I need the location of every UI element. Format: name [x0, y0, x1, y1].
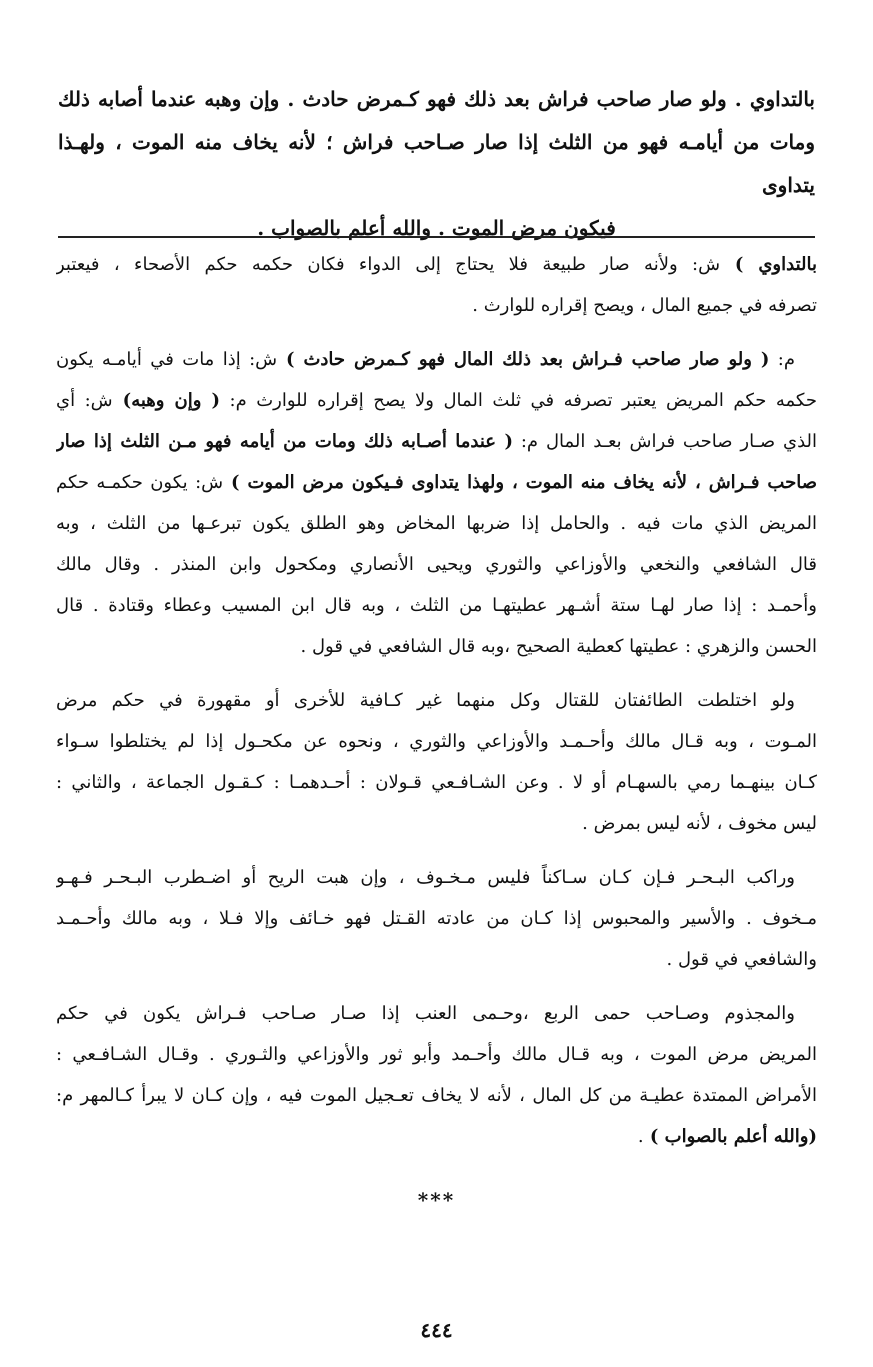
text-run: قال الشافعي والنخعي والأوزاعي والثوري ويحيى الأنصاري ومكحول وابن المنذر . وقال مالك: [56, 554, 817, 575]
commentary-line: [56, 803, 817, 844]
text-run: حكمه حكم المريض يعتبر تصرفه في ثلث المال ولا يصح إقراره للوارث م:: [220, 390, 817, 411]
text-run: .: [637, 1126, 644, 1147]
commentary-line: [56, 680, 817, 721]
section-separator: ***: [417, 1188, 456, 1212]
commentary-block: [56, 244, 817, 1170]
text-run: والشافعي في قول .: [666, 949, 817, 970]
text-run: تصرفه في جميع المال ، ويصح إقراره للوارث .: [472, 295, 817, 316]
page-number: ٤٤٤: [420, 1318, 453, 1342]
text-run: ش: أي: [56, 390, 113, 411]
text-run: المريض مرض الموت ، وبه قـال مالك وأحـمد وأبو ثور والأوزاعي والثـوري . وقـال الشـافـعي :: [56, 1044, 817, 1065]
text-run: ليس مخوف ، لأنه ليس بمرض .: [582, 813, 817, 834]
bold-text-run: بالتداوي ): [720, 254, 817, 275]
main-text-line: فيكون مرض الموت . والله أعلم بالصواب .: [257, 216, 616, 240]
commentary-line: [56, 1116, 817, 1157]
main-text-line: بالتداوي . ولو صار صاحب فراش بعد ذلك فهو كـمرض حادث . وإن وهبه عندما أصابه ذلك: [58, 87, 815, 111]
text-run: م:: [769, 349, 796, 370]
text-run: ولو اختلطت الطائفتان للقتال وكل منهما غير كـافية للأخرى أو مقهورة في حكم مرض: [56, 690, 795, 711]
commentary-line: [56, 626, 817, 667]
commentary-line: [56, 993, 817, 1034]
text-run: وراكب البـحـر فـإن كـان سـاكناً فليس مـخـوف ، وإن هبت الريح أو اضـطرب البـحـر فـهـو: [56, 867, 795, 888]
commentary-line: [56, 898, 817, 939]
text-run: المـوت ، وبه قـال مالك وأحـمـد والأوزاعي والثوري ، ونحوه عن مكحـول إذا لم يختلطوا سـواء: [56, 731, 817, 752]
text-run: كـان بينهـما رمي بالسهـام أو لا . وعن الشـافـعي قـولان : أحـدهمـا : كـقـول الجماعة ، والثاني :: [56, 772, 817, 793]
text-run: ش: إذا مات في أيامـه يكون: [56, 349, 278, 370]
text-run: مـخوف . والأسير والمحبوس إذا كـان من عادته القـتل فهو خـائف وإلا فـلا ، وبه مالك وأحـمـد: [56, 908, 817, 929]
commentary-line: [56, 244, 817, 285]
text-run: الحسن والزهري : عطيتها كعطية الصحيح ،وبه قال الشافعي في قول .: [300, 636, 817, 657]
commentary-line: [56, 857, 817, 898]
commentary-paragraph: [56, 680, 817, 844]
commentary-line: [56, 285, 817, 326]
text-run: الأمراض الممتدة عطيـة من كل المال ، لأنه لا يخاف تعـجيل الموت فيه ، وإن كـان لا يبرأ كـالمهر م:: [56, 1085, 817, 1106]
commentary-line: [56, 721, 817, 762]
main-text-block: [58, 78, 815, 250]
text-run: المريض الذي مات فيه . والحامل إذا ضربها المخاض وهو الطلق يكون تبرعـها من الثلث ، وبه: [56, 513, 817, 534]
commentary-paragraph: [56, 857, 817, 980]
text-run: وأحمـد : إذا صار لهـا ستة أشـهر عطيتهـا من الثلث ، وبه قال ابن المسيب وعطاء وقتادة . قال: [56, 595, 817, 616]
commentary-line: [56, 380, 817, 421]
commentary-line: [56, 1034, 817, 1075]
commentary-line: [56, 585, 817, 626]
commentary-line: [56, 762, 817, 803]
commentary-line: [56, 939, 817, 980]
commentary-paragraph: [56, 244, 817, 326]
text-run: والمجذوم وصـاحب حمى الربع ،وحـمى العنب إذا صـار صـاحب فـراش يكون في حكم: [56, 1003, 795, 1024]
bold-text-run: ( عندما أصـابه ذلك ومات من أيامه فهو مـن الثلث إذا صار: [56, 431, 513, 452]
bold-text-run: ( ولو صار صاحب فـراش بعد ذلك المال فهو كـمرض حادث ): [277, 349, 770, 370]
commentary-line: [56, 462, 817, 503]
commentary-line: [56, 503, 817, 544]
commentary-line: [56, 339, 817, 380]
bold-text-run: (والله أعلم بالصواب ): [643, 1126, 817, 1147]
main-text-line: ومات من أيامـه فهو من الثلث إذا صار صـاحب فراش ؛ لأنه يخاف منه الموت ، ولهـذا يتداوى: [58, 130, 815, 197]
text-run: الذي صـار صاحب فراش بعـد المال م:: [512, 431, 817, 452]
text-run: ش: يكون حكمـه حكم: [56, 472, 224, 493]
footnote-divider: [58, 236, 815, 238]
text-run: ش: ولأنه صار طبيعة فلا يحتاج إلى الدواء فكان حكمه حكم الأصحاء ، فيعتبر: [56, 254, 721, 275]
commentary-line: [56, 421, 817, 462]
bold-text-run: صاحب فـراش ، لأنه يخاف منه الموت ، ولهذا يتداوى فـيكون مرض الموت ): [223, 472, 817, 493]
commentary-line: [56, 1075, 817, 1116]
commentary-paragraph: [56, 339, 817, 667]
bold-text-run: ( وإن وهبه): [112, 390, 220, 411]
commentary-line: [56, 544, 817, 585]
commentary-paragraph: [56, 993, 817, 1157]
